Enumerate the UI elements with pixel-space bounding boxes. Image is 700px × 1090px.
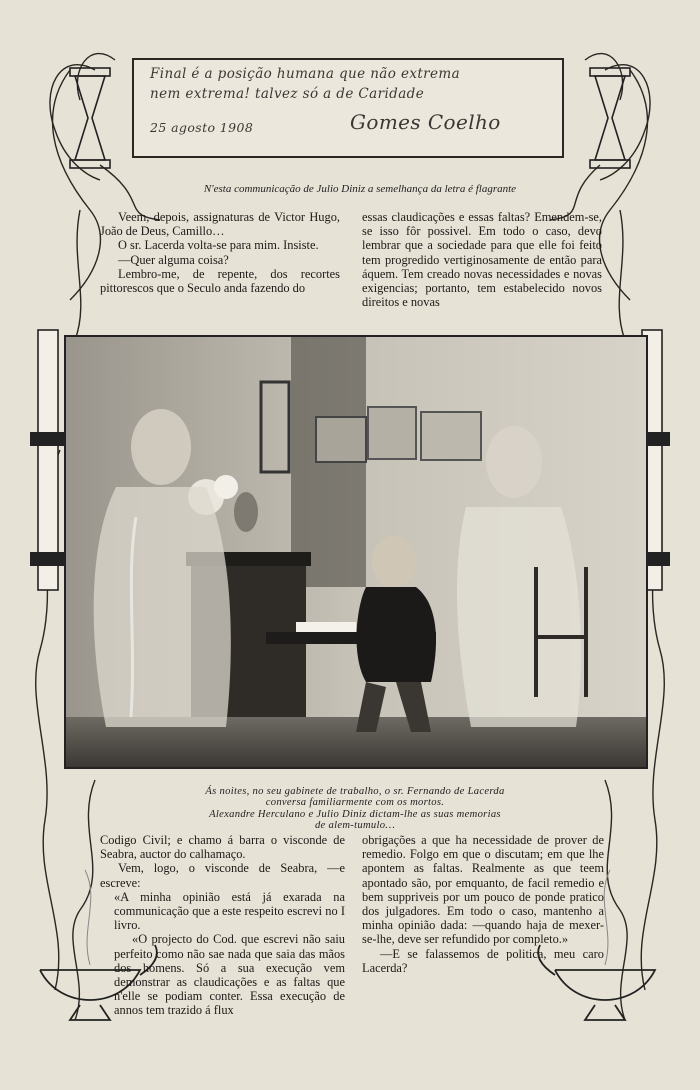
paragraph: essas claudicações e essas faltas? Emendem-se, se isso fôr possivel. Em todo o caso, devo lembrar que a sociedade para que elle foi feito tem progredido vertiginosamente de então para áquem. Tem creado novas necessidades e novas exigencias; portanto, tem estabelecido novos direitos e novas — [362, 210, 602, 310]
column-right-top — [362, 210, 602, 309]
seance-photograph — [64, 335, 648, 769]
paragraph: obrigações a que ha necessidade de prover de remedio. Folgo em que o discutam; em que lhe apontem as faltas. Realmente as que teem apontado são, por emquanto, de facil remedio e bem suppriveis por um pouco de ponde pratico dos julgadores. Em todo o caso, mantenho a minha opinião dada: —quando haja de mexer-se-lhe, deve ser refundido por completo.» — [362, 833, 604, 947]
paragraph: Codigo Civil; e chamo á barra o visconde de Seabra, auctor do calhamaço. — [100, 833, 345, 862]
manuscript-line-2: nem extrema! talvez só a de Caridade — [150, 86, 425, 102]
manuscript-box — [132, 58, 564, 158]
column-left-bottom — [100, 833, 345, 1018]
paragraph: «O projecto do Cod. que escrevi não saiu perfeito como não sae nada que saia das mãos dos homens. Só a sua execução vem demonstrar as claudicações e as faltas que n'elle se podiam conter. Essa execução de annos tem trazido á flux — [114, 932, 345, 1018]
paragraph: Vem, logo, o visconde de Seabra, —e escreve: — [100, 861, 345, 890]
paragraph: Veem, depois, assignaturas de Victor Hugo, João de Deus, Camillo… — [100, 210, 340, 239]
column-left-top — [100, 210, 340, 295]
caption-line: Alexandre Herculano e Julio Diniz dictam-lhe as suas memorias — [209, 808, 501, 820]
column-right-bottom — [362, 833, 604, 975]
caption-line: conversa familiarmente com os mortos. — [265, 797, 445, 809]
manuscript-date: 25 agosto 1908 — [150, 120, 254, 135]
caption-bottom — [160, 786, 550, 832]
paragraph: «A minha opinião está já exarada na communicação que a este respeito escrevi no I livro. — [114, 889, 345, 933]
paragraph: —Quer alguma coisa? — [118, 252, 229, 267]
paragraph: Lembro-me, de repente, dos recortes pittorescos que o Seculo anda fazendo do — [100, 266, 340, 296]
caption-line: de alem-tumulo… — [314, 820, 396, 832]
caption-top: N'esta communicação de Julio Diniz a semelhança da letra é flagrante — [203, 183, 517, 195]
paragraph: —E se falassemos de politica, meu caro Lacerda? — [362, 946, 604, 975]
caption-line: Ás noites, no seu gabinete de trabalho, o sr. Fernando de Lacerda — [205, 786, 505, 797]
photograph-illustration — [66, 337, 646, 767]
manuscript-line-1: Final é a posição humana que não extrema — [150, 66, 461, 82]
manuscript-signature: Gomes Coelho — [350, 110, 501, 134]
paragraph: O sr. Lacerda volta-se para mim. Insiste. — [118, 238, 319, 253]
